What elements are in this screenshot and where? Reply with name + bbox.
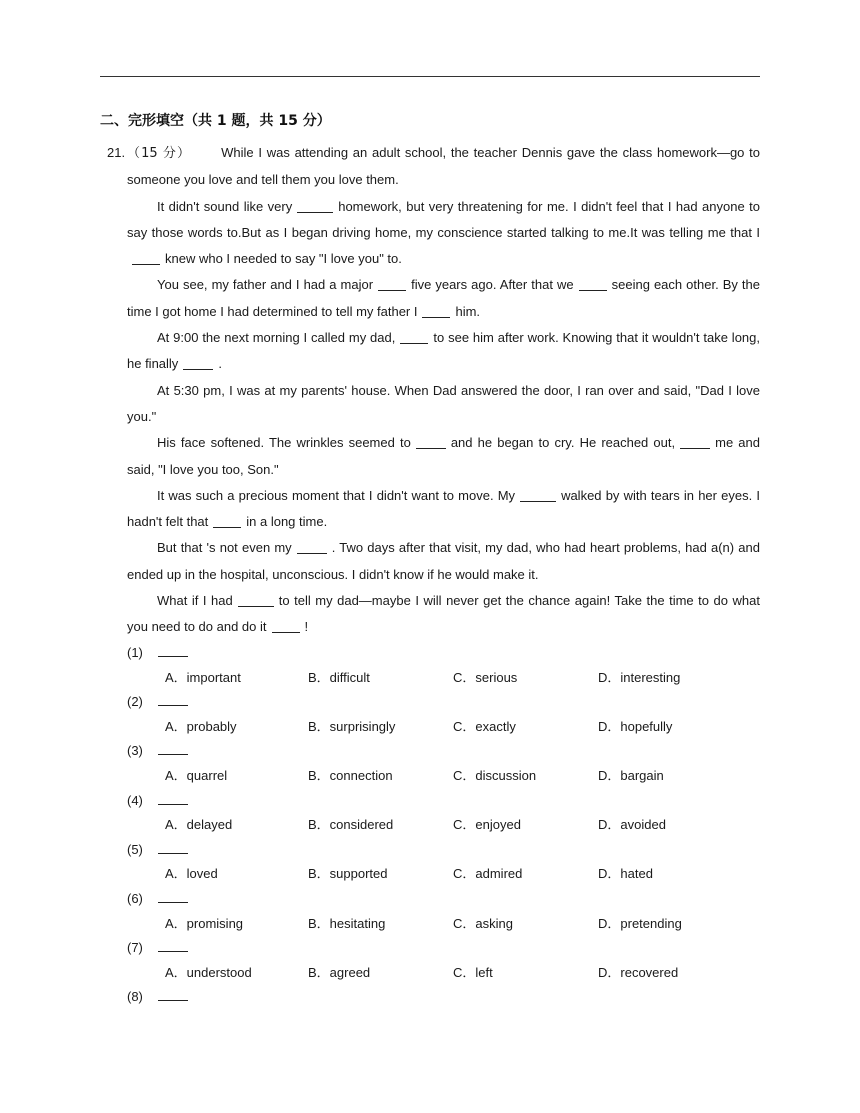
answer-options [127,641,760,1010]
option-d[interactable]: D．bargain [598,767,664,783]
option-b[interactable]: B．agreed [308,964,371,980]
item-row: (6) [127,887,760,912]
option-row [127,862,760,887]
blank-5[interactable] [422,303,450,318]
blank-4[interactable] [579,276,607,291]
option-b[interactable]: B．surprisingly [308,718,396,734]
option-a[interactable]: A．probably [165,718,237,734]
passage-paragraph-6: His face softened. The wrinkles seemed to and he began to cry. He reached out, me and said, "I love you too, Son." [127,435,760,477]
option-row [127,961,760,986]
option-b[interactable]: B．connection [308,767,393,783]
answer-blank[interactable] [158,902,188,903]
passage-paragraph-7: It was such a precious moment that I didn't want to move. My walked by with tears in her eyes. I hadn't felt that in a long time. [127,487,760,530]
answer-blank[interactable] [158,705,188,706]
option-d[interactable]: D．hopefully [598,718,673,734]
question-score: （15 分） [127,146,192,161]
option-a[interactable]: A．understood [165,964,252,980]
blank-11[interactable] [213,513,241,528]
blank-9[interactable] [680,434,710,449]
passage-paragraph-4: At 9:00 the next morning I called my dad, to see him after work. Knowing that it wouldn't take long, he finally . [127,330,760,372]
option-c[interactable]: C．serious [453,669,518,685]
item-row: (3) [127,739,760,764]
answer-blank[interactable] [158,754,188,755]
option-a[interactable]: A．promising [165,915,244,931]
option-b[interactable]: B．supported [308,866,388,882]
answer-blank[interactable] [158,804,188,805]
question-number: 21. [107,145,126,160]
passage-paragraph-1: 21. （15 分） While I was attending an adult school, the teacher Dennis gave the class homework—go to someone you love and tell them you love them. [127,140,760,194]
passage-paragraph-3: You see, my father and I had a major five years ago. After that we seeing each other. By the time I got home I had determined to tell my father I him. [127,277,761,319]
option-row [127,764,760,789]
option-c[interactable]: C．discussion [453,767,537,783]
option-d[interactable]: D．avoided [598,817,666,833]
option-c[interactable]: C．exactly [453,718,516,734]
option-a[interactable]: A．important [165,669,241,685]
option-d[interactable]: D．hated [598,866,653,882]
blank-10[interactable] [520,487,556,502]
option-b[interactable]: B．difficult [308,669,370,685]
option-c[interactable]: C．admired [453,866,523,882]
passage-paragraph-2: It didn't sound like very homework, but very threatening for me. I didn't feel that I had anyone to say those words to.But as I began driving home, my conscience started talking to me.It was telling me that Iknew who I needed to say "I love you" to. [127,198,760,267]
option-row [127,813,760,838]
item-row: (7) [127,936,760,961]
item-row: (8) [127,985,760,1010]
option-a[interactable]: A．quarrel [165,767,228,783]
blank-3[interactable] [378,276,406,291]
passage-paragraph-8: But that 's not even my . Two days after that visit, my dad, who had heart problems, had a(n) and ended up in the hospital, unconscious. I didn't know if he would make it. [127,540,760,582]
answer-blank[interactable] [158,853,188,854]
answer-blank[interactable] [158,656,188,657]
option-a[interactable]: A．delayed [165,817,233,833]
option-c[interactable]: C．enjoyed [453,817,521,833]
option-c[interactable]: C．asking [453,915,513,931]
answer-blank[interactable] [158,1000,188,1001]
passage [107,140,761,641]
item-row: (1) [127,641,760,666]
item-row: (2) [127,690,760,715]
option-c[interactable]: C．left [453,964,493,980]
blank-1[interactable] [297,198,333,213]
blank-14[interactable] [272,618,300,633]
blank-8[interactable] [416,434,446,449]
option-d[interactable]: D．recovered [598,964,679,980]
header-rule [100,76,760,77]
passage-paragraph-9: What if I had to tell my dad—maybe I will never get the chance again! Take the time to do what you need to do and do it ! [127,593,760,635]
option-d[interactable]: D．interesting [598,669,681,685]
item-row: (5) [127,838,760,863]
item-row: (4) [127,789,760,814]
answer-blank[interactable] [158,951,188,952]
blank-12[interactable] [297,539,327,554]
blank-2[interactable] [132,250,160,265]
option-d[interactable]: D．pretending [598,915,682,931]
blank-6[interactable] [400,329,428,344]
section-title: 二、完形填空（共 1 题，共 15 分） [100,113,331,129]
option-row [127,912,760,937]
blank-13[interactable] [238,592,274,607]
option-b[interactable]: B．hesitating [308,915,386,931]
option-b[interactable]: B．considered [308,817,394,833]
blank-7[interactable] [183,355,213,370]
passage-paragraph-5: At 5:30 pm, I was at my parents' house. When Dad answered the door, I ran over and said, "Dad I love you." [127,382,760,424]
option-row [127,666,760,691]
option-a[interactable]: A．loved [165,866,218,882]
option-row [127,715,760,740]
